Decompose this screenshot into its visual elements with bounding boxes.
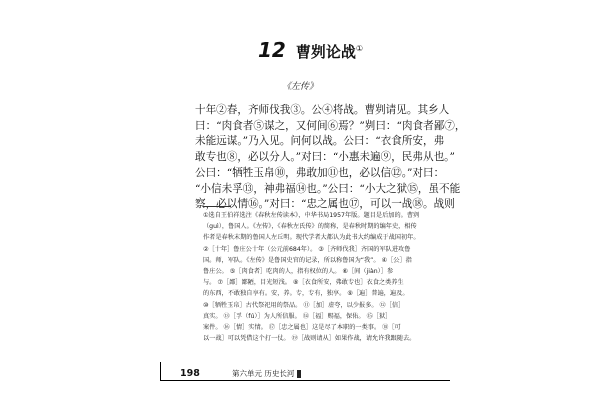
body-line: 曰：“肉食者⑤谋之，又何间⑥焉？”刿曰：“肉食者鄙⑦， [195, 119, 466, 132]
unit-label-text: 第六单元 历史长河 [232, 369, 295, 378]
chapter-title [296, 41, 363, 62]
footnote-line: 与。 ⑦［鄙］鄙陋，目光短浅。 ⑧［衣食所安，弗敢专也］衣食之类养生 [203, 279, 404, 287]
footnote-line: 以一战］可以凭借这个打一仗。 ⑲［战则请从］如果作战，请允许我跟随去。 [203, 335, 416, 343]
body-line: 十年②春，齐师伐我③。公④将战。曹刿请见。其乡人 [195, 104, 450, 116]
unit-marker-icon [297, 370, 301, 378]
title-footnote-mark: ① [355, 44, 364, 53]
footnote-line: 真实。 ⑬［孚（fú）］为人所信服。 ⑭［福］赐福，保佑。 ⑮［狱］ [203, 312, 392, 320]
footnote-line: ①选自王伯祥选注《春秋左传读本》，中华书局1957年版。题目是后加的。曹刿 [203, 212, 420, 219]
body-line: 公曰：“牺牲玉帛⑩，弗敢加⑪也，必以信⑫。”对曰： [195, 166, 445, 179]
chapter-number: 12 [258, 38, 286, 62]
footnote-line: 案件。 ⑯［情］实情。 ⑰［忠之属也］这是尽了本职的一类事。 ⑱［可 [203, 324, 401, 332]
body-line: 察，必以情⑯。”对曰：“忠之属也⑰，可以一战⑱。战则 [195, 198, 455, 211]
chapter-heading [258, 38, 363, 62]
footnote-line: 国。师，军队。《左传》是鲁国史官的记录，所以称鲁国为“我”。 ④［公］指 [203, 256, 412, 264]
footnote-divider [203, 206, 231, 207]
footnote-line: （guì），鲁国人。《左传》，《春秋左氏传》的简称，是春秋时期的编年史，相传 [203, 223, 417, 231]
body-line: “小信未孚⑬，神弗福⑭也。”公曰：“小大之狱⑮，虽不能 [195, 182, 461, 195]
chapter-title-text: 曹刿论战 [295, 43, 356, 61]
footer-vertical-rule [160, 362, 161, 381]
page-number: 198 [180, 368, 200, 379]
footnote-line: 的东西，不敢独自享有。安，养。专，专有，独享。 ⑨［遍］普遍，遍及。 [203, 290, 409, 298]
footnote-line: ⑩［牺牲玉帛］古代祭祀用的祭品。 ⑪［加］虚夸，以少报多。 ⑫［信］ [203, 301, 405, 309]
unit-label [232, 368, 301, 379]
body-line: 敢专也⑧，必以分人。”对曰：“小惠未遍⑨，民弗从也。” [195, 151, 455, 164]
body-line: 未能远谋。”乃入见。问何以战。公曰：“衣食所安，弗 [195, 135, 445, 148]
footnotes [203, 210, 427, 344]
footnote-line: 作者是春秋末期的鲁国人左丘明。现代学者大都认为此书大约编成于战国初年。 [203, 234, 420, 242]
main-text [195, 103, 466, 213]
footnote-line: ②［十年］鲁庄公十年（公元前684年）。 ③［齐师伐我］齐国的军队进攻鲁 [203, 245, 411, 253]
footnote-line: 鲁庄公。 ⑤［肉食者］吃肉的人，指有权位的人。 ⑥［间（jiàn）］参 [203, 268, 394, 276]
footer-rule [160, 380, 450, 381]
source-attribution: 《左传》 [282, 82, 319, 92]
